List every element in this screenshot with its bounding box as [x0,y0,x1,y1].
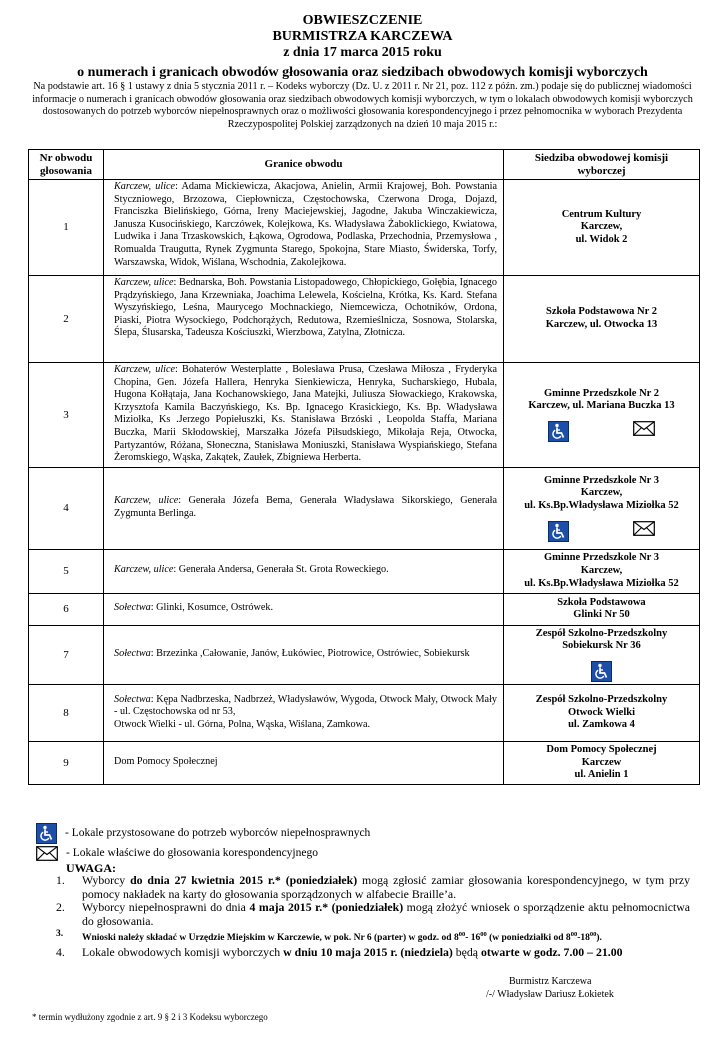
borders-prefix: Karczew, ulice [114,495,179,507]
footnote: * termin wydłużony zgodnie z art. 9 § 2 i 3 Kodeksu wyborczego [32,1012,268,1022]
document-intro: Na podstawie art. 16 § 1 ustawy z dnia 5 stycznia 2011 r. – Kodeks wyborczy (Dz. U. z 2011 r. Nr 21, poz. 112 z późn. zm.) podaje się do publicznej wiadomości informacje o numerach i granicach obwodów głosowania oraz siedzibach obwodowych komisji wyborczych, w tym o lokalach obwodowych komisji wyborczych dostosowanych do potrzeb wyborców niepełnosprawnych oraz o możliwości głosowania korespondencyjnego i przez pełnomocnika w wyborach Prezydenta Rzeczypospolitej Polskiej zarządzonych na dzień 10 maja 2015 r.: [32,81,693,130]
seat-line: Karczew, ul. Mariana Buczka 13 [528,400,675,412]
seat-line: Karczew, [580,221,623,233]
borders-text: Dom Pomocy Społecznej [114,756,218,768]
table-row [29,684,700,741]
envelope-icon [633,421,655,436]
borders-text: : Adama Mickiewicza, Akacjowa, Anielin, Armii Krajowej, Boh. Powstania Styczniowego, Brzozowa, Ciepłownicza, Częstochowska, Czerwona Droga, Dojazd, Franciszka Bielińskiego, Górna, Ireny Maciejewskiej, Jagodne, Jakuba Winczakiewicza, Janusza Kusocińskiego, Karczówek, Kolejkowa, Ks. Władysława Żaboklickiego, Kwiatowa, Ludwika i Jana Trzaskowskich, Łąkowa, Ogrodowa, Podlaska, Przechodnia, Przemysłowa , Romualda Traugutta, Rynek Zygmunta Starego, Spokojna, Stare Miasto, Świderska, Torfy, Warszawska, Widok, Wiślana, Wschodnia, Zakolejkowa. [114,181,497,268]
table-row [29,741,700,784]
table-row [29,276,700,363]
borders-prefix: Karczew, ulice [114,364,176,375]
uwaga-heading: UWAGA: [66,861,116,875]
borders-prefix: Karczew, ulice [114,181,176,192]
district-borders [104,593,504,625]
document-header [0,13,725,81]
seat-line: Otwock Wielki [568,706,635,718]
header-number: Nr obwodu głosowania [29,150,104,180]
table-row [29,593,700,625]
document-title: OBWIESZCZENIE [302,13,423,28]
borders-prefix: Sołectwa [114,693,151,705]
legend-postal-text: - Lokale właściwe do głosowania korespondencyjnego [66,846,318,859]
signature-role: Burmistrz Karczewa [509,976,592,987]
district-number: 1 [29,180,104,276]
document-subject: o numerach i granicach obwodów głosowania oraz siedzibach obwodowych komisji wyborczych [77,65,648,80]
seat-line: Karczew, ul. Otwocka 13 [545,319,658,330]
table-row [29,363,700,468]
signature-name: /-/ Władysław Dariusz Łokietek [486,989,614,1000]
wheelchair-icon [591,661,612,682]
borders-text: : Brzezinka ,Całowanie, Janów, Łukówiec, Piotrowice, Ostrówiec, Sobiekursk [150,648,470,660]
notes-list [56,874,690,959]
legend [36,825,370,861]
district-number: 9 [29,741,104,784]
seat-line: Dom Pomocy Społecznej [546,743,657,755]
seat-line: Gminne Przedszkole Nr 2 [544,387,659,399]
committee-seat [504,549,700,593]
district-number: 2 [29,276,104,363]
borders-text: : Bohaterów Westerplatte , Bolesława Prusa, Czesława Miłosza , Fryderyka Chopina, Gen. Józefa Hallera, Henryka Sienkiewicza, Henryka, Sucharskiego, Hubala, Hugona Kołłątaja, Jana Kochanowskiego, Jana Matejki, Juliusza Słowackiego, Krakowska, Krzysztofa Kamila Baczyńskiego, Ks. Bp. Ignacego Krasickiego, Ks. Bp. Władysława Miziołka, Ks .Jerzego Popiełuszki, Ks. Stanisława Brzóski , Leopolda Staffa, Mariana Buczka, Marii Skłodowskiej, Marszałka Józefa Piłsudskiego, Mikołaja Reja, Otwocka, Partyzantów, Różana, Słoneczna, Stanisława Moniuszki, Stanisława Wyspiańskiego, Stefana Żeromskiego, Wąska, Zakątek, Zaułek, Zbigniewa Herberta. [114,364,497,464]
seat-line: Zespół Szkolno-Przedszkolny [535,694,668,706]
table-row [29,467,700,549]
note-3: 3. Wnioski należy składać w Urzędzie Miejskim w Karczewie, w pok. Nr 6 (parter) w godz. od $8^{00}-$ $16^{00}$ (w poniedziałki od $8^{00}-18^{00}$). [56,929,602,944]
borders-text: : Kępa Nadbrzeska, Nadbrzeż, Władysławów, Wygoda, Otwock Mały, Otwock Mały - ul. Częstochowska od nr 53, [114,693,497,718]
committee-seat [504,363,700,468]
borders-extra: Otwock Wielki - ul. Górna, Polna, Wąska, Wiślana, Zamkowa. [114,718,371,730]
district-number: 8 [29,684,104,741]
seat-line: ul. Ks.Bp.Władysława Miziołka 52 [524,577,679,589]
seat-line: ul. Zamkowa 4 [568,719,635,731]
envelope-icon [633,521,655,536]
committee-seat [504,684,700,741]
seat-line: ul. Ks.Bp.Władysława Miziołka 52 [524,500,679,512]
committee-seat [504,625,700,684]
document-date: z dnia 17 marca 2015 roku [283,45,442,60]
district-number: 4 [29,467,104,549]
committee-seat [504,593,700,625]
seat-icons [506,521,697,542]
seat-icons [506,661,697,682]
header-seat: Siedziba obwodowej komisji wyborczej [504,150,700,180]
committee-seat [504,741,700,784]
seat-line: Szkoła Podstawowa [557,596,646,608]
seat-line: Karczew, [580,487,623,499]
district-borders [104,625,504,684]
district-borders [104,276,504,363]
seat-line: Karczew, [580,564,623,576]
header-borders: Granice obwodu [104,150,504,180]
seat-line: ul. Widok 2 [575,233,628,245]
seat-line: ul. Anielin 1 [574,769,629,781]
district-borders [104,467,504,549]
borders-prefix: Sołectwa [114,648,151,660]
seat-line: Centrum Kultury [561,208,642,220]
district-borders [104,684,504,741]
committee-seat [504,180,700,276]
note-1: 1. Wyborcy do dnia 27 kwietnia 2015 r.* (poniedziałek) mogą zgłosić zamiar głosowania korespondencyjnego, w tym przy pomocy nakładek na karty do głosowania sporządzonych w alfabecie Braille’a. [56,873,690,901]
district-borders [104,549,504,593]
table-row [29,625,700,684]
district-borders [104,741,504,784]
legend-accessible [36,825,370,841]
district-number: 3 [29,363,104,468]
seat-line: Karczew [581,756,622,768]
envelope-icon [36,846,58,861]
borders-text: : Generała Józefa Bema, Generała Władysława Sikorskiego, Generała Zygmunta Berlinga. [114,495,497,519]
note-4: 4. Lokale obwodowych komisji wyborczych w dniu 10 maja 2015 r. (niedziela) będą otwarte w godz. 7.00 – 21.00 [56,944,623,959]
document-authority: BURMISTRZA KARCZEWA [272,29,453,44]
table-row [29,180,700,276]
signature [486,975,614,1001]
district-borders [104,180,504,276]
committee-seat [504,467,700,549]
legend-postal [36,845,370,861]
table-row [29,549,700,593]
wheelchair-icon [548,421,569,442]
table-header-row [29,150,700,180]
seat-line: Glinki Nr 50 [573,609,630,621]
district-number: 6 [29,593,104,625]
district-number: 7 [29,625,104,684]
wheelchair-icon [548,521,569,542]
seat-line: Szkoła Podstawowa Nr 2 [546,306,657,318]
seat-line: Sobiekursk Nr 36 [562,640,641,652]
borders-text: : Generała Andersa, Generała St. Grota Roweckiego. [173,564,389,576]
borders-text: : Glinki, Kosumce, Ostrówek. [150,602,274,614]
district-borders [104,363,504,468]
seat-line: Zespół Szkolno-Przedszkolny [535,627,668,639]
legend-accessible-text: - Lokale przystosowane do potrzeb wyborców niepełnosprawnych [65,826,371,839]
wheelchair-icon [36,823,57,844]
committee-seat [504,276,700,363]
district-number: 5 [29,549,104,593]
seat-line: Gminne Przedszkole Nr 3 [544,552,659,564]
borders-text: : Bednarska, Boh. Powstania Listopadowego, Chłopickiego, Gołębia, Ignacego Prądzyńskiego, Jana Krzewniaka, Joachima Lelewela, Kościelna, Krótka, Ks. Kard. Stefana Wyszyńskiego, Leśna, Maurycego Mochnackiego, Niemcewicza, Ochotników, Ordona, Piaski, Piotra Wysockiego, Podchorążych, Redutowa, Rzemieślnicza, Sosnowa, Stolarska, Ślepa, Ślusarska, Tadeusza Kościuszki, Wierzbowa, Zatylna, Złotnicza. [114,277,497,339]
districts-table [28,149,700,785]
seat-icons [506,421,697,442]
borders-prefix: Karczew, ulice [114,564,174,576]
seat-line: Gminne Przedszkole Nr 3 [544,474,659,486]
note-2: 2. Wyborcy niepełnosprawni do dnia 4 maja 2015 r.* (poniedziałek) mogą złożyć wniosek o sporządzenie aktu pełnomocnictwa do głosowania. [56,900,691,928]
borders-prefix: Sołectwa [114,602,151,614]
borders-prefix: Karczew, ulice [114,277,174,288]
